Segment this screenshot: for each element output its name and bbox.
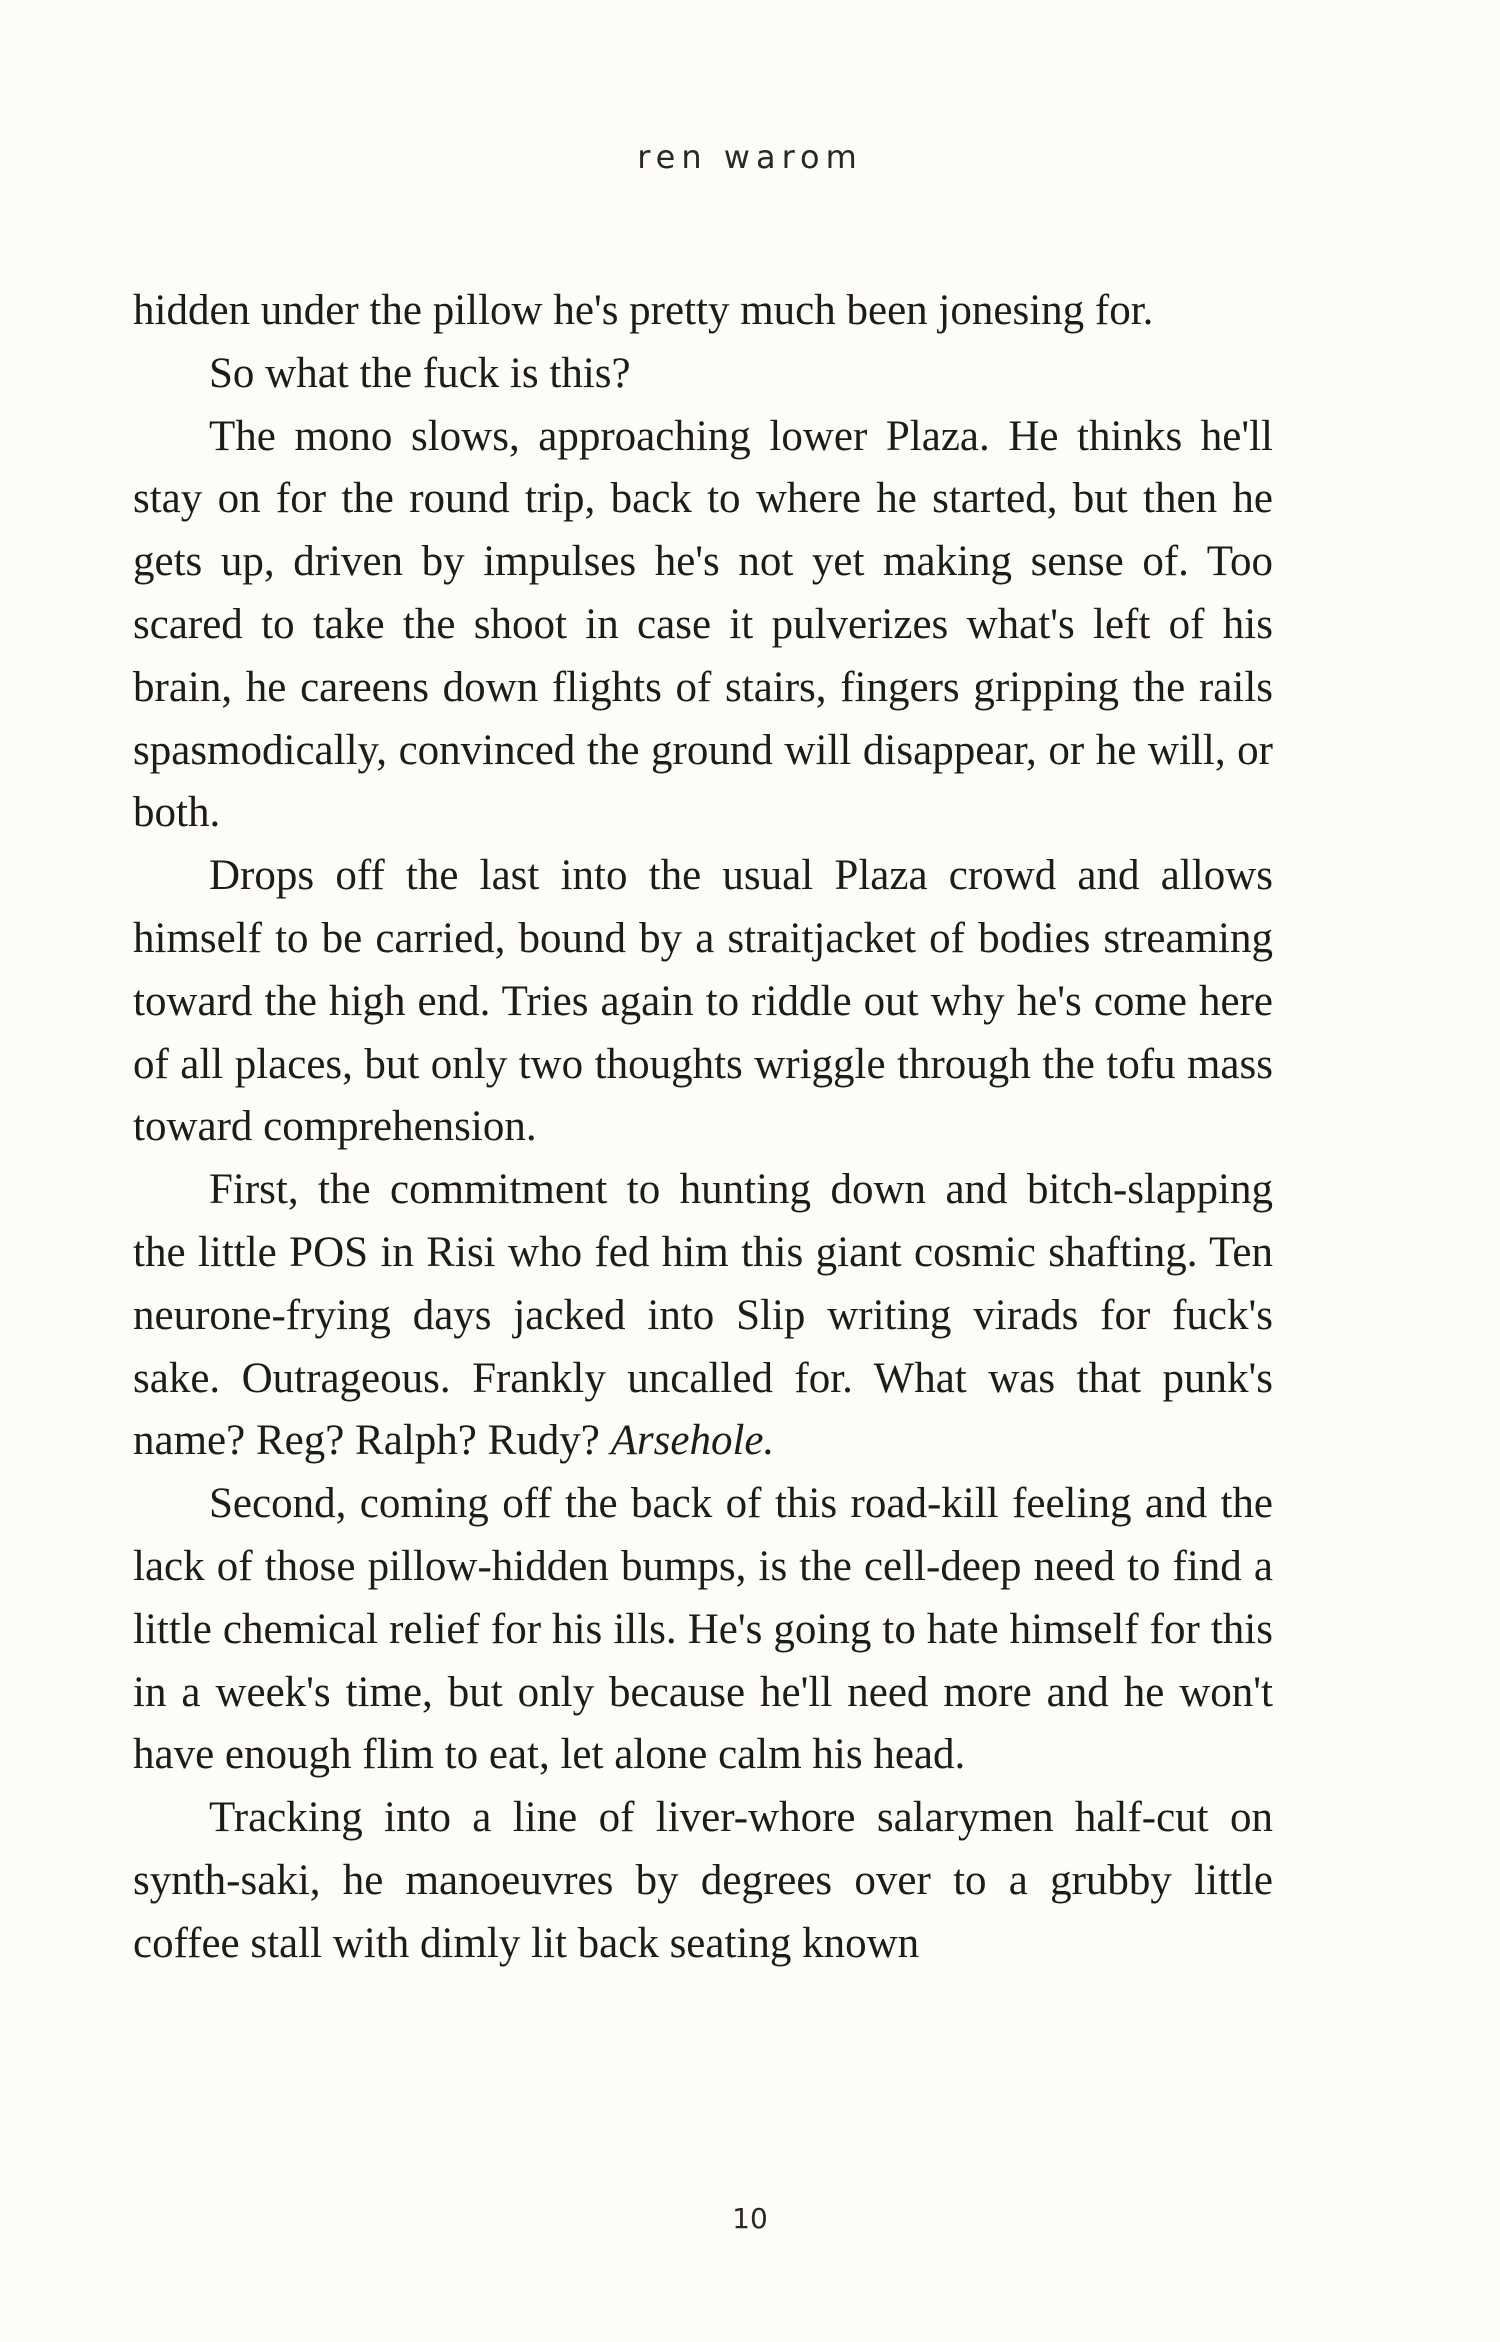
paragraph: Drops off the last into the usual Plaza crowd and allows himself to be carried, bound by a straitjacket of bodies streaming toward the high end. Tries again to riddle out why he's come here of all places, but only two thoughts wriggle through the tofu mass toward comprehension.	[133, 852, 1273, 1151]
paragraph: So what the fuck is this?	[209, 349, 631, 397]
paragraph: Tracking into a line of liver-whore salarymen half-cut on synth-saki, he manoeuvres by degrees over to a grubby little coffee stall with dimly lit back seating known	[133, 1794, 1273, 1967]
italic-word: Arsehole.	[610, 1417, 775, 1465]
paragraph: Second, coming off the back of this road-kill feeling and the lack of those pillow-hidden bumps, is the cell-deep need to find a little chemical relief for his ills. He's going to hate himself for this in a week's time, but only because he'll need more and he won't have enough flim to eat, let alone calm his head.	[133, 1480, 1273, 1779]
body-text	[133, 280, 1273, 1976]
paragraph	[133, 1159, 1273, 1473]
running-head: ren warom	[637, 138, 863, 176]
paragraph: The mono slows, approaching lower Plaza. He thinks he'll stay on for the round trip, back to where he started, but then he gets up, driven by impulses he's not yet making sense of. Too scared to take the shoot in case it pulverizes what's left of his brain, he careens down flights of stairs, fingers gripping the rails spasmodically, convinced the ground will disappear, or he will, or both.	[133, 412, 1273, 837]
paragraph-text: First, the commitment to hunting down and bitch-slapping the little POS in Risi who fed him this giant cosmic shafting. Ten neurone-frying days jacked into Slip writing virads for fuck's sake. Outrageous. Frankly uncalled for. What was that punk's name? Reg? Ralph? Rudy?	[133, 1166, 1273, 1465]
page-number: 10	[732, 2202, 768, 2235]
paragraph-continued: hidden under the pillow he's pretty much been jonesing for.	[133, 287, 1154, 334]
